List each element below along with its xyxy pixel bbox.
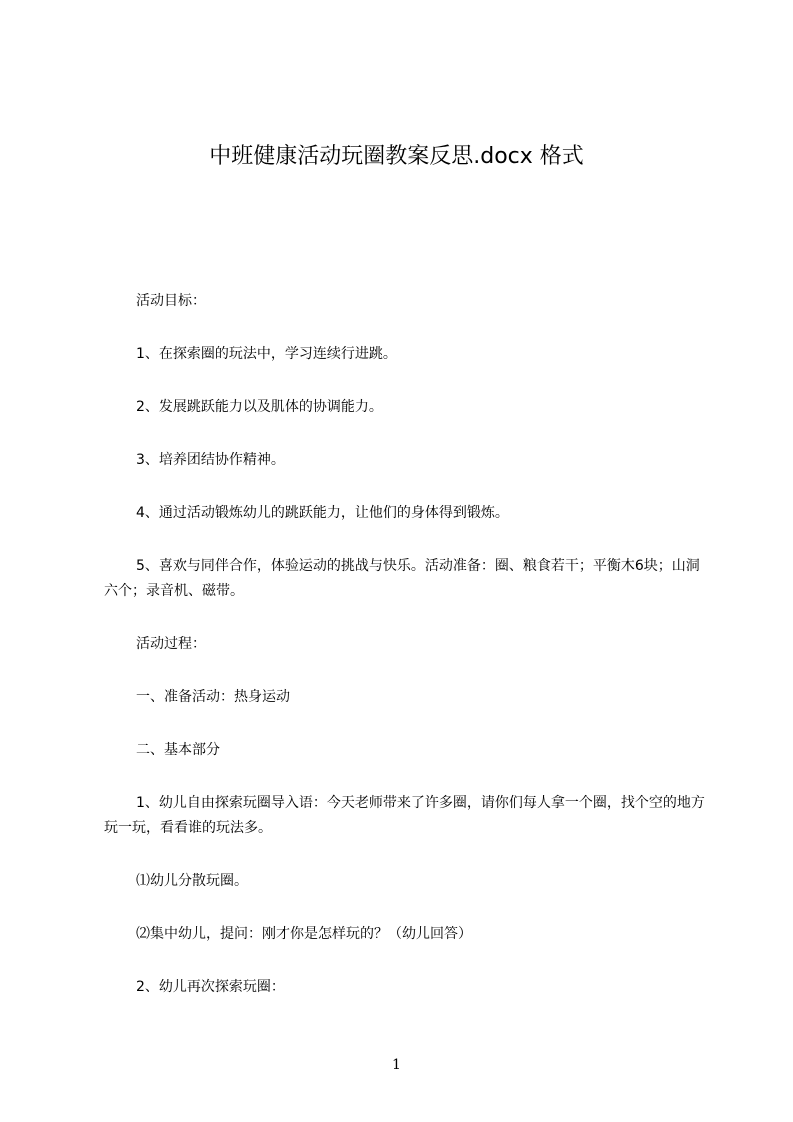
page-number: 1 bbox=[392, 1057, 401, 1073]
paragraph-goal-3: 3、培养团结协作精神。 bbox=[136, 452, 285, 468]
paragraph-warmup: 一、准备活动：热身运动 bbox=[136, 689, 290, 705]
paragraph-explore-again: 2、幼儿再次探索玩圈： bbox=[136, 979, 285, 995]
paragraph-goal-4: 4、通过活动锻炼幼儿的跳跃能力，让他们的身体得到锻炼。 bbox=[136, 505, 509, 521]
document-body bbox=[104, 289, 708, 1000]
paragraph-goal-1: 1、在探索圈的玩法中，学习连续行进跳。 bbox=[136, 346, 397, 362]
paragraph-process-heading: 活动过程： bbox=[136, 636, 206, 652]
document-title: 中班健康活动玩圈教案反思.docx 格式 bbox=[209, 144, 584, 169]
paragraph-basic-part: 二、基本部分 bbox=[136, 742, 220, 758]
paragraph-goal-2: 2、发展跳跃能力以及肌体的协调能力。 bbox=[136, 399, 383, 415]
paragraph-gather-question: ⑵集中幼儿，提问：刚才你是怎样玩的？（幼儿回答） bbox=[136, 926, 472, 942]
paragraph-free-exploration: 1、幼儿自由探索玩圈导入语：今天老师带来了许多圈，请你们每人拿一个圈，找个空的地方玩一玩，看看谁的玩法多。 bbox=[104, 795, 705, 836]
paragraph-scatter-play: ⑴幼儿分散玩圈。 bbox=[136, 873, 248, 889]
paragraph-goals-heading: 活动目标： bbox=[136, 293, 206, 309]
paragraph-goal-5-preparation: 5、喜欢与同伴合作，体验运动的挑战与快乐。活动准备：圈、粮食若干；平衡木6块；山洞六个；录音机、磁带。 bbox=[104, 558, 700, 599]
